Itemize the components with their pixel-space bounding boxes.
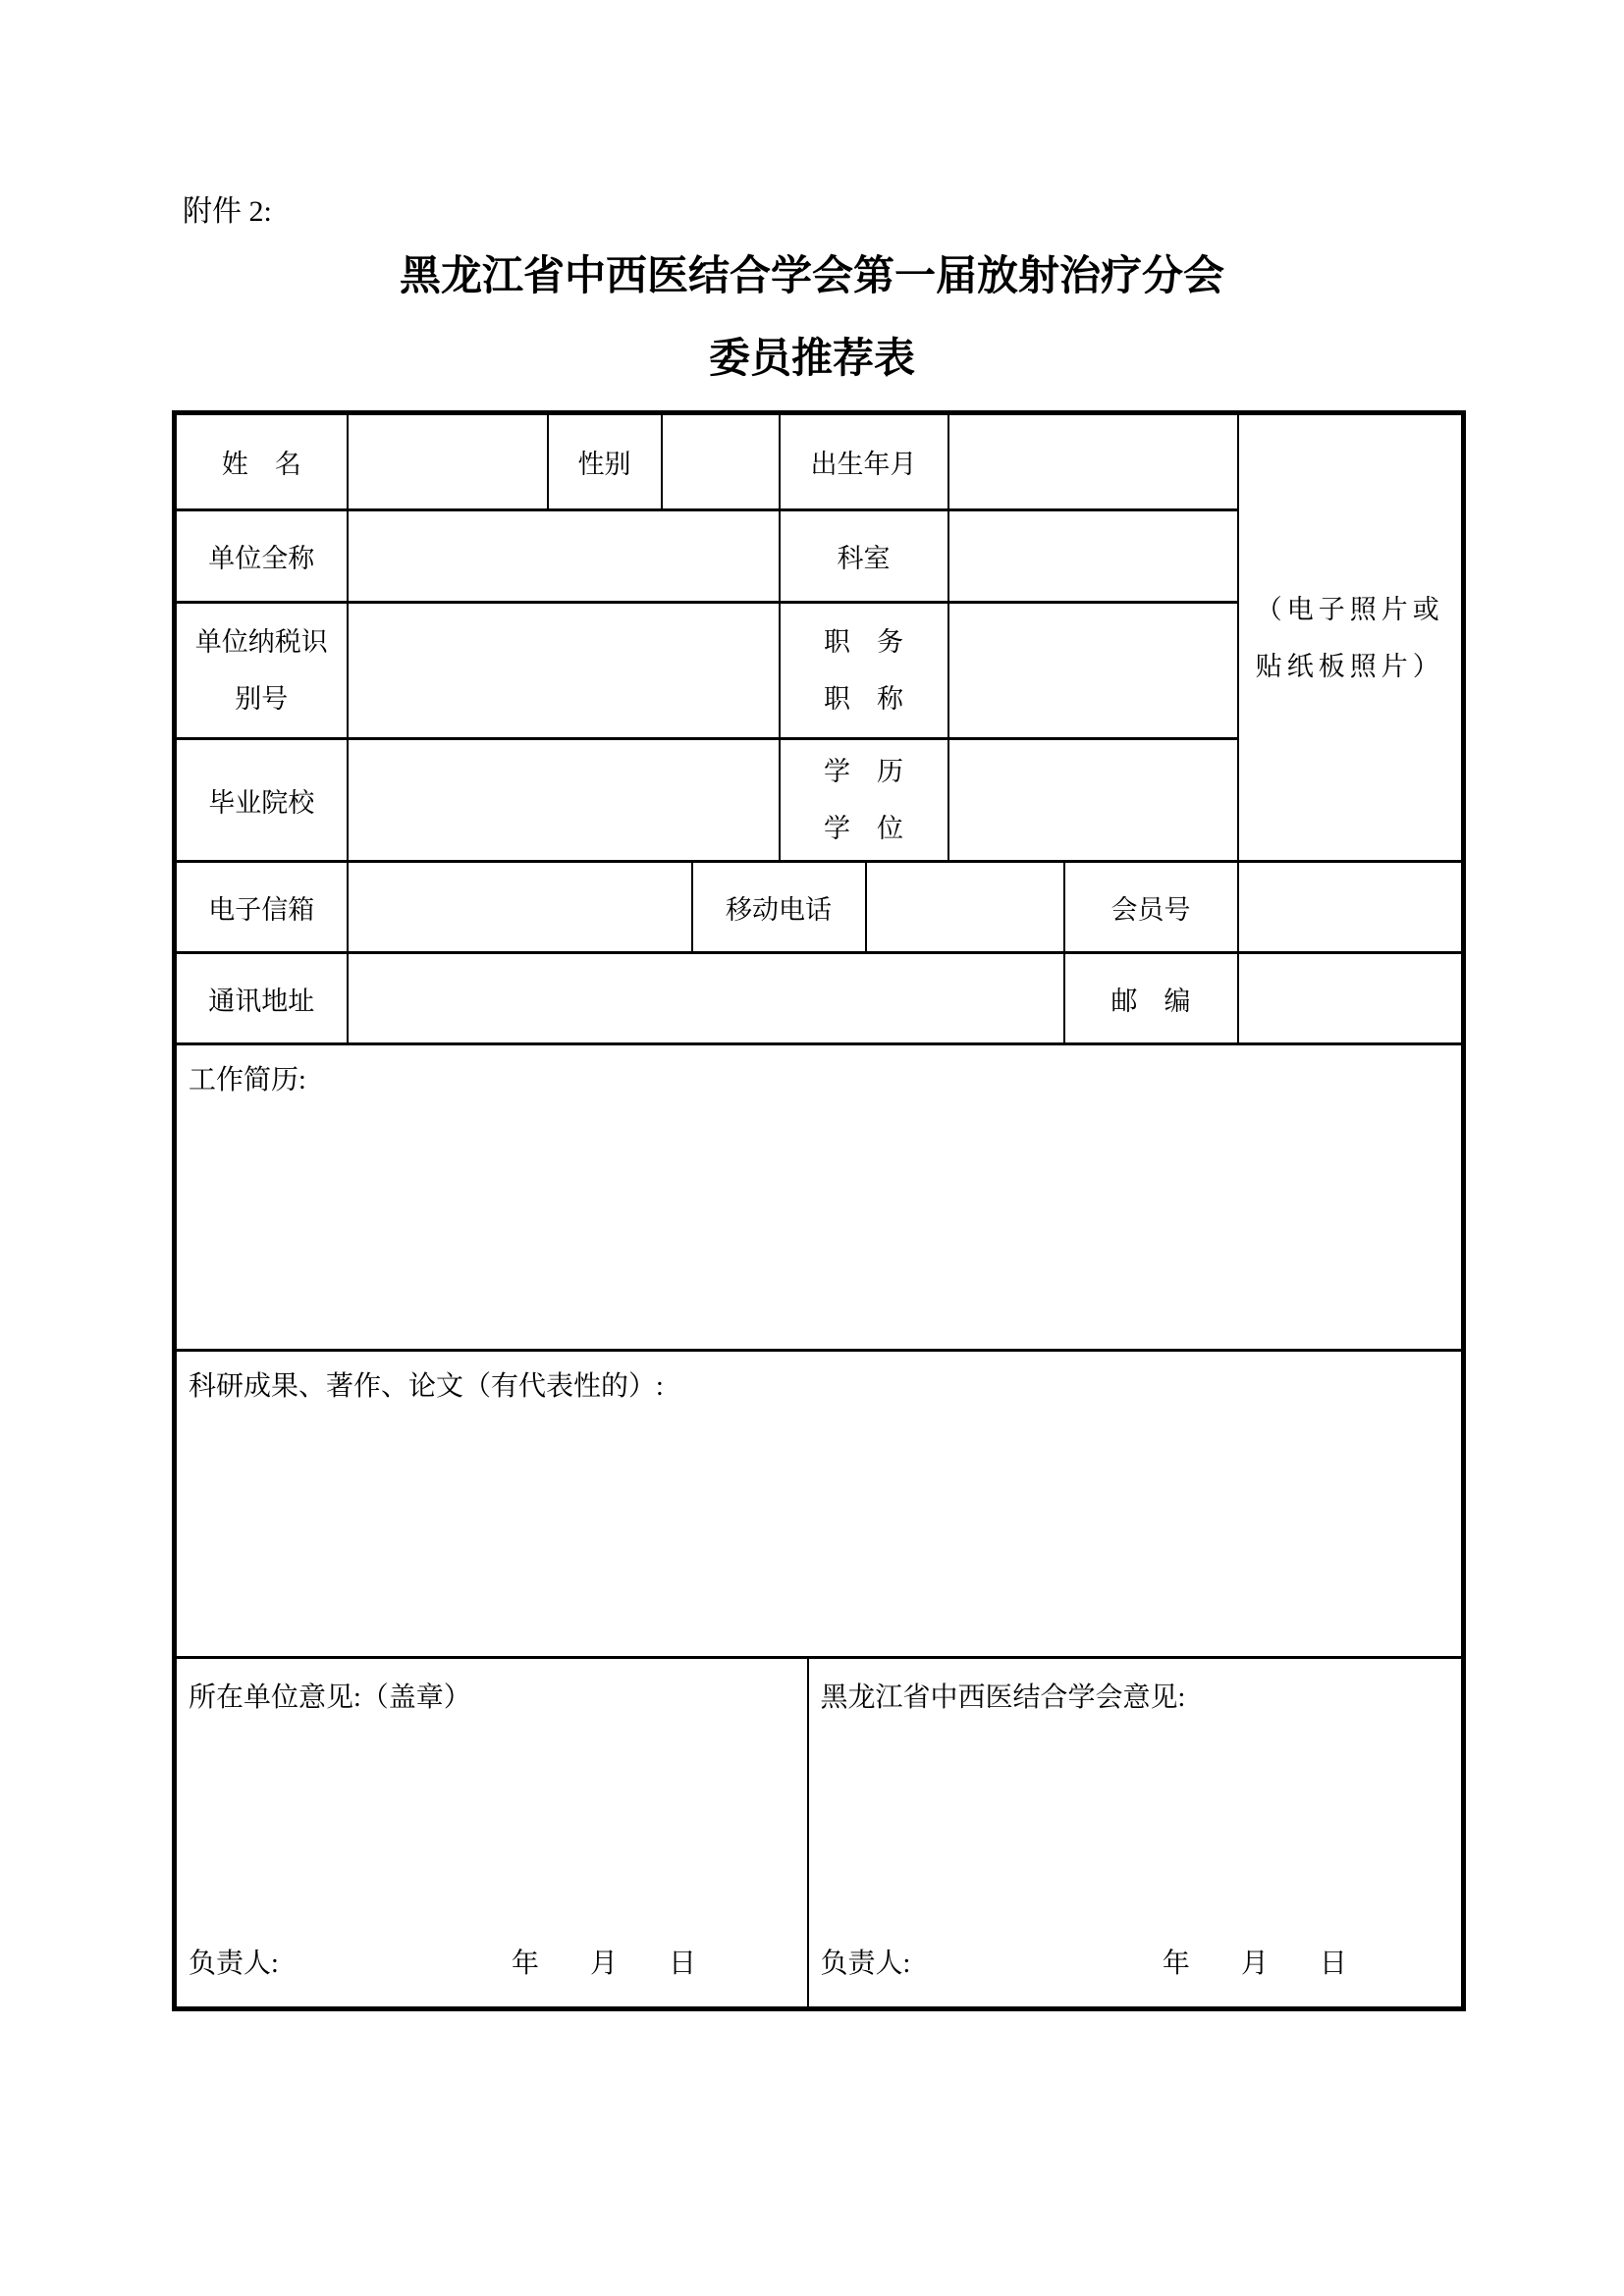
unit-day-label: 日 [669,1949,697,1979]
unit-opinion-label: 所在单位意见:（盖章） [189,1682,471,1713]
gender-label: 性别 [548,413,662,510]
address-label: 通讯地址 [175,953,348,1044]
photo-note-line1: （电子照片或 [1255,594,1444,624]
birth-input-cell[interactable] [948,413,1238,510]
edu-label-line2: 学 位 [824,814,904,843]
photo-note-line2: 贴纸板照片） [1255,651,1444,681]
education-input-cell[interactable] [948,739,1238,862]
school-label: 毕业院校 [175,739,348,862]
unit-opinion-box [177,1659,807,2004]
resume-label: 工作简历: [189,1065,306,1095]
duty-title-input-cell[interactable] [948,603,1238,739]
achievements-label: 科研成果、著作、论文（有代表性的）: [189,1371,664,1402]
photo-placeholder-cell[interactable] [1238,413,1464,862]
org-label: 单位全称 [175,510,348,603]
tax-id-label [175,603,348,739]
society-day-label: 日 [1319,1949,1347,1979]
form-title-line2: 委员推荐表 [708,337,915,382]
form-title-line1: 黑龙江省中西医结合学会第一届放射治疗分会 [399,254,1224,299]
attachment-label: 附件 2: [183,195,272,228]
unit-sign-row [189,1942,793,1981]
society-opinion-cell[interactable] [808,1658,1464,2009]
unit-responsible-label: 负责人: [189,1949,279,1979]
society-month-label: 月 [1240,1949,1269,1979]
zip-label: 邮 编 [1064,953,1238,1044]
address-input-cell[interactable] [348,953,1064,1044]
achievements-input-cell[interactable] [175,1351,1464,1658]
name-label: 姓 名 [175,413,348,510]
society-sign-row [821,1942,1448,1981]
member-no-input-cell[interactable] [1238,862,1464,953]
email-label: 电子信箱 [175,862,348,953]
unit-date-line [512,1942,696,1981]
dept-label: 科室 [780,510,948,603]
mobile-label: 移动电话 [692,862,866,953]
duty-label-line2: 职 称 [824,684,904,714]
society-opinion-box [809,1659,1462,2004]
society-responsible-label: 负责人: [820,1949,911,1979]
duty-title-label [780,603,948,739]
duty-label-line1: 职 务 [824,627,904,657]
tax-id-input-cell[interactable] [348,603,780,739]
member-no-label: 会员号 [1064,862,1238,953]
resume-input-cell[interactable] [175,1044,1464,1351]
recommendation-form-table [172,410,1466,2011]
org-input-cell[interactable] [348,510,780,603]
society-date-line [1163,1942,1347,1981]
gender-input-cell[interactable] [662,413,780,510]
unit-opinion-cell[interactable] [175,1658,808,2009]
dept-input-cell[interactable] [948,510,1238,603]
birth-label: 出生年月 [780,413,948,510]
unit-month-label: 月 [590,1949,619,1979]
name-input-cell[interactable] [348,413,548,510]
mobile-input-cell[interactable] [866,862,1064,953]
email-input-cell[interactable] [348,862,692,953]
education-label [780,739,948,862]
zip-input-cell[interactable] [1238,953,1464,1044]
school-input-cell[interactable] [348,739,780,862]
edu-label-line1: 学 历 [824,757,904,786]
society-year-label: 年 [1162,1949,1190,1979]
tax-id-label-line1: 单位纳税识 [194,627,328,657]
society-opinion-label: 黑龙江省中西医结合学会意见: [820,1682,1186,1713]
tax-id-label-line2: 别号 [235,684,289,714]
unit-year-label: 年 [511,1949,539,1979]
